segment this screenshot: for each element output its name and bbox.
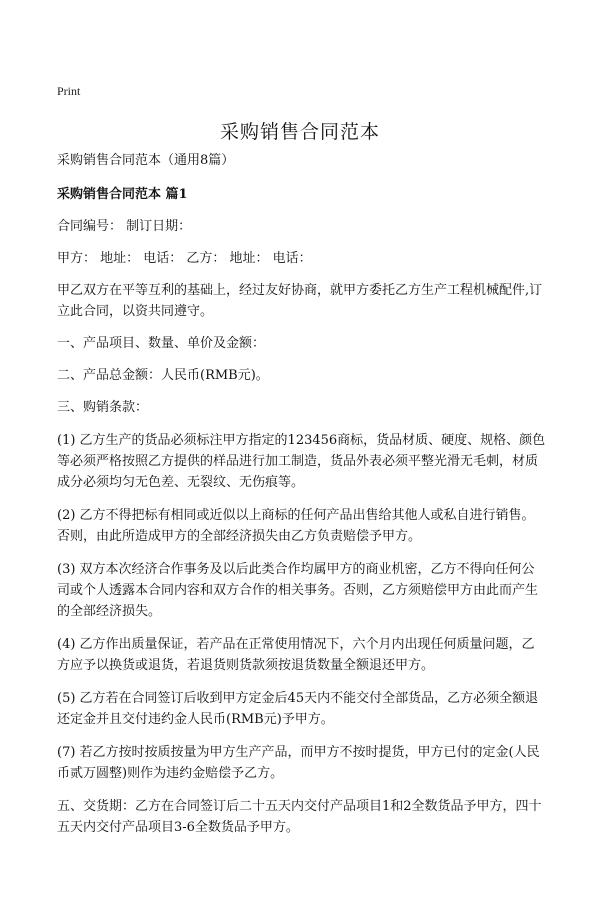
paragraph-delivery: 五、交货期：乙方在合同签订后二十五天内交付产品项目1和2全数货品予甲方，四十五天内交付产品项目3-6全数货品予甲方。 bbox=[57, 799, 542, 835]
clause-2: (2) 乙方不得把标有相同或近似以上商标的任何产品出售给其他人或私自进行销售。否则，由此所造成甲方的全部经济损失由乙方负责赔偿予甲方。 bbox=[57, 508, 535, 544]
paragraph-preamble: 甲乙双方在平等互利的基础上，经过友好协商，就甲方委托乙方生产工程机械配件,订立此合同，以资共同遵守。 bbox=[57, 283, 543, 319]
paragraph-parties: 甲方： 地址： 电话： 乙方： 地址： 电话： bbox=[57, 251, 312, 266]
print-label[interactable]: Print bbox=[57, 84, 81, 98]
paragraph-contract-number: 合同编号： 制订日期： bbox=[57, 219, 192, 234]
document-subtitle: 采购销售合同范本（通用8篇） bbox=[57, 153, 235, 168]
document-body bbox=[57, 150, 547, 838]
clause-1: (1) 乙方生产的货品必须标注甲方指定的123456商标，货品材质、硬度、规格、颜色等必须严格按照乙方提供的样品进行加工制造，货品外表必须平整光滑无毛刺，材质成分必须均匀无色差、无裂纹、无伤痕等。 bbox=[57, 433, 546, 490]
clause-4: (4) 乙方作出质量保证，若产品在正常使用情况下，六个月内出现任何质量问题，乙方应予以换货或退货，若退货则货款须按退货数量全额退还甲方。 bbox=[57, 637, 535, 673]
paragraph-item-one: 一、产品项目、数量、单价及金额： bbox=[57, 336, 266, 351]
paragraph-item-three: 三、购销条款： bbox=[57, 400, 149, 415]
clause-3: (3) 双方本次经济合作事务及以后此类合作均属甲方的商业机密，乙方不得向任何公司或个人透露本合同内容和双方合作的相关事务。否则，乙方须赔偿甲方由此而产生的全部经济损失。 bbox=[57, 562, 539, 619]
clause-7: (7) 若乙方按时按质按量为甲方生产产品，而甲方不按时提货，甲方已付的定金(人民币贰万圆整)则作为违约金赔偿予乙方。 bbox=[57, 745, 540, 781]
paragraph-item-two: 二、产品总金额：人民币(RMB元)。 bbox=[57, 368, 269, 383]
clause-5: (5) 乙方若在合同签订后收到甲方定金后45天内不能交付全部货品，乙方必须全额退还定金并且交付违约金人民币(RMB元)予甲方。 bbox=[57, 691, 539, 727]
document-title: 采购销售合同范本 bbox=[219, 121, 380, 143]
section-title: 采购销售合同范本 篇1 bbox=[57, 187, 188, 202]
